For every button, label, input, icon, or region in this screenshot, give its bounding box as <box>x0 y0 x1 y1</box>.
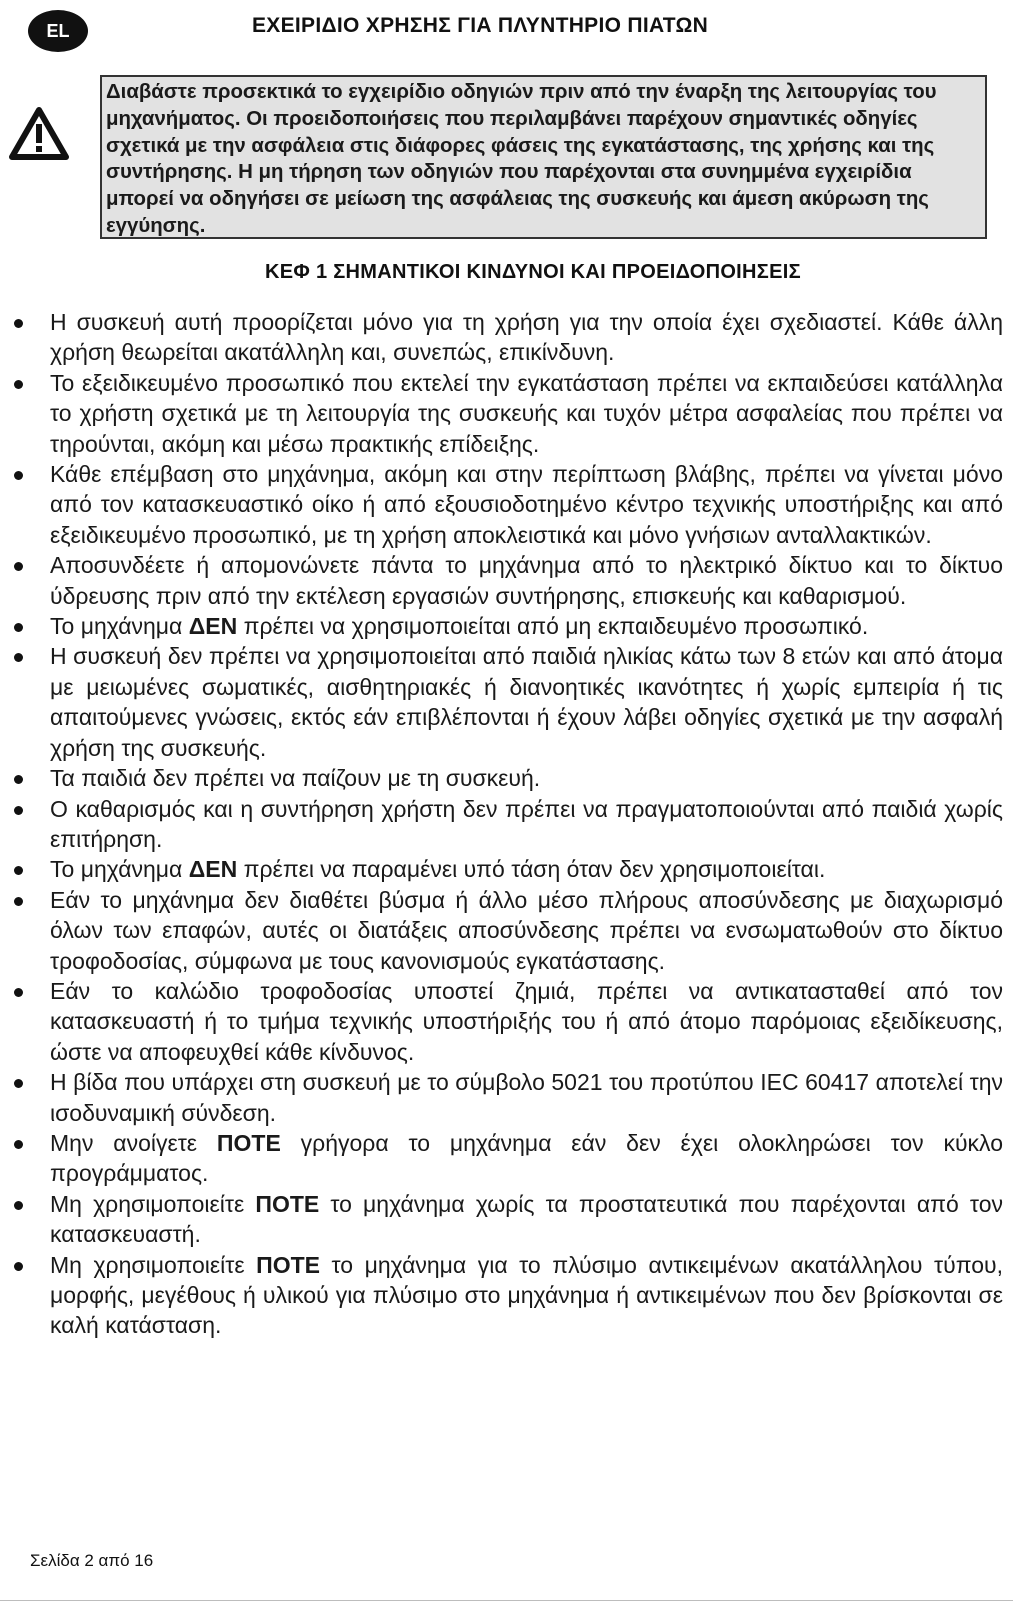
list-item-text <box>50 978 1003 1065</box>
bullet-icon <box>14 866 23 875</box>
list-item-text-part: το μηχάνημα χωρίς τα προστατευτικά που παρέχονται από τον κατασκευαστή. <box>50 1190 1003 1248</box>
language-badge-label: EL <box>46 20 70 41</box>
list-item <box>0 368 1013 459</box>
bullet-icon <box>14 988 23 997</box>
document-title: ΕΧΕΙΡΙΔΙΟ ΧΡΗΣΗΣ ΓΙΑ ΠΛΥΝΤΗΡΙΟ ΠΙΑΤΩΝ <box>252 14 709 37</box>
list-item <box>0 854 1013 884</box>
bullet-icon <box>14 897 23 906</box>
list-item-text-part: Μη χρησιμοποιείτε <box>50 1251 257 1278</box>
list-item-text-part: το μηχάνημα για το πλύσιμο αντικειμένων ακατάλληλου τύπου, μορφής, μεγέθους ή υλικού για πλύσιμο στο μηχάνημα ή αντικειμένων που δεν βρίσκονται σε καλή κατάσταση. <box>50 1251 1003 1339</box>
bullet-icon <box>14 1140 23 1149</box>
list-item <box>0 550 1013 611</box>
list-item-emphasis: ΔΕΝ <box>188 613 238 640</box>
list-item-text-part: Κάθε επέμβαση στο μηχάνημα, ακόμη και στην περίπτωση βλάβης, πρέπει να γίνεται μόνο από τον κατασκευαστικό οίκο ή από εξουσιοδοτημένο κέντρο τεχνικής υποστήριξης και από εξειδικευμένο προσωπικό, με τη χρήση αποκλειστικά και μόνο γνήσιων ανταλλακτικών. <box>50 461 1003 548</box>
list-item-emphasis: ΠΟΤΕ <box>216 1129 281 1156</box>
list-item-text <box>50 1130 1003 1186</box>
list-item-text <box>50 552 1003 608</box>
warning-notice: Διαβάστε προσεκτικά το εγχειρίδιο οδηγιών πριν από την έναρξη της λειτουργίας του μηχανήματος. Οι προειδοποιήσεις που περιλαμβάνει παρέχουν σημαντικές οδηγίες σχετικά με την ασφάλεια στις διάφορες φάσεις της εγκατάστασης, της χρήσης και της συντήρησης. Η μη τήρηση των οδηγιών που παρέχονται στα συνημμένα εγχειρίδια μπορεί να οδηγήσει σε μείωση της ασφάλειας της συσκευής και άμεση ακύρωση της εγγύησης. <box>100 75 987 239</box>
list-item-text-part: γρήγορα το μηχάνημα εάν δεν έχει ολοκληρώσει τον κύκλο προγράμματος. <box>50 1129 1003 1187</box>
warning-triangle-icon <box>8 106 70 162</box>
list-item-text-part: Μην ανοίγετε <box>50 1129 217 1156</box>
list-item-text <box>50 765 540 791</box>
page-number: Σελίδα 2 από 16 <box>30 1551 154 1570</box>
list-item-text-part: πρέπει να παραμένει υπό τάση όταν δεν χρησιμοποιείται. <box>237 856 826 883</box>
list-item-text-part: Ο καθαρισμός και η συντήρηση χρήστη δεν πρέπει να πραγματοποιούνται από παιδιά χωρίς επιτήρηση. <box>50 795 1003 852</box>
list-item-emphasis: ΔΕΝ <box>188 856 238 883</box>
list-item <box>0 763 1013 793</box>
list-item-text <box>50 856 825 882</box>
list-item-text <box>50 613 868 639</box>
bullet-icon <box>14 623 23 632</box>
list-item-text-part: Η συσκευή δεν πρέπει να χρησιμοποιείται από παιδιά ηλικίας κάτω των 8 ετών και από άτομα με μειωμένες σωματικές, αισθητηριακές ή διανοητικές ικανότητες ή χωρίς εμπειρία ή τις απαιτούμενες γνώσεις, εκτός εάν επιβλέπονται ή έχουν λάβει οδηγίες σχετικά με την ασφαλή χρήση της συσκευής. <box>50 643 1003 761</box>
bullet-icon <box>14 775 23 784</box>
bullet-icon <box>14 380 23 389</box>
list-item-text <box>50 1191 1003 1247</box>
safety-warnings-list <box>0 307 1013 1341</box>
list-item <box>0 1250 1013 1341</box>
list-item-emphasis: ΠΟΤΕ <box>256 1251 320 1278</box>
list-item <box>0 976 1013 1067</box>
bullet-icon <box>14 1201 23 1210</box>
list-item-text <box>50 887 1003 974</box>
bullet-icon <box>14 1262 23 1271</box>
bottom-divider <box>0 1600 1013 1601</box>
bullet-icon <box>14 806 23 815</box>
list-item <box>0 885 1013 976</box>
language-badge <box>28 10 88 52</box>
bullet-icon <box>14 319 23 328</box>
list-item <box>0 794 1013 855</box>
list-item <box>0 1067 1013 1128</box>
list-item-text-part: Η βίδα που υπάρχει στη συσκευή με το σύμβολο 5021 του προτύπου IEC 60417 αποτελεί την ισοδυναμική σύνδεση. <box>50 1069 1003 1126</box>
list-item-text <box>50 1252 1003 1339</box>
list-item-text <box>50 796 1003 852</box>
list-item <box>0 459 1013 550</box>
list-item-text-part: πρέπει να χρησιμοποιείται από μη εκπαιδευμένο προσωπικό. <box>237 613 869 640</box>
list-item-text-part: Εάν το καλώδιο τροφοδοσίας υποστεί ζημιά, πρέπει να αντικατασταθεί από τον κατασκευαστή ή το τμήμα τεχνικής υποστήριξής του ή από άτομο παρόμοιας εξειδίκευσης, ώστε να αποφευχθεί κάθε κίνδυνος. <box>50 977 1003 1065</box>
list-item-text-part: Τα παιδιά δεν πρέπει να παίζουν με τη συσκευή. <box>50 765 541 792</box>
list-item-text <box>50 643 1003 760</box>
list-item-text-part: Αποσυνδέετε ή απομονώνετε πάντα το μηχάνημα από το ηλεκτρικό δίκτυο και το δίκτυο ύδρευσης πριν από την εκτέλεση εργασιών συντήρησης, επισκευής και καθαρισμού. <box>50 552 1003 609</box>
list-item-text-part: Το μηχάνημα <box>50 856 189 883</box>
list-item-text <box>50 370 1003 457</box>
bullet-icon <box>14 562 23 571</box>
list-item-text <box>50 309 1003 365</box>
list-item-text-part: Το εξειδικευμένο προσωπικό που εκτελεί την εγκατάσταση πρέπει να εκπαιδεύσει κατάλληλα το χρήστη σχετικά με τη λειτουργία της συσκευής και τυχόν μέτρα ασφαλείας που πρέπει να τηρούνται, ακόμη και μέσω πρακτικής επίδειξης. <box>50 369 1003 457</box>
list-item-text <box>50 461 1003 548</box>
list-item-text-part: Η συσκευή αυτή προορίζεται μόνο για τη χρήση για την οποία έχει σχεδιαστεί. Κάθε άλλη χρήση θεωρείται ακατάλληλη και, συνεπώς, επικίνδυνη. <box>50 309 1003 366</box>
bullet-icon <box>14 471 23 480</box>
list-item <box>0 1128 1013 1189</box>
list-item <box>0 307 1013 368</box>
bullet-icon <box>14 1079 23 1088</box>
bullet-icon <box>14 653 23 662</box>
section-heading: ΚΕΦ 1 ΣΗΜΑΝΤΙΚΟΙ ΚΙΝΔΥΝΟΙ ΚΑΙ ΠΡΟΕΙΔΟΠΟΙΗΣΕΙΣ <box>265 261 801 283</box>
list-item <box>0 611 1013 641</box>
list-item-emphasis: ΠΟΤΕ <box>255 1190 320 1217</box>
list-item-text-part: Μη χρησιμοποιείτε <box>50 1190 256 1217</box>
list-item-text <box>50 1069 1003 1125</box>
list-item-text-part: Εάν το μηχάνημα δεν διαθέτει βύσμα ή άλλο μέσο πλήρους αποσύνδεσης με διαχωρισμό όλων των επαφών, αυτές οι διατάξεις αποσύνδεσης πρέπει να ενσωματωθούν στο δίκτυο τροφοδοσίας, σύμφωνα με τους κανονισμούς εγκατάστασης. <box>50 886 1003 974</box>
list-item <box>0 641 1013 763</box>
list-item-text-part: Το μηχάνημα <box>50 613 189 640</box>
list-item <box>0 1189 1013 1250</box>
